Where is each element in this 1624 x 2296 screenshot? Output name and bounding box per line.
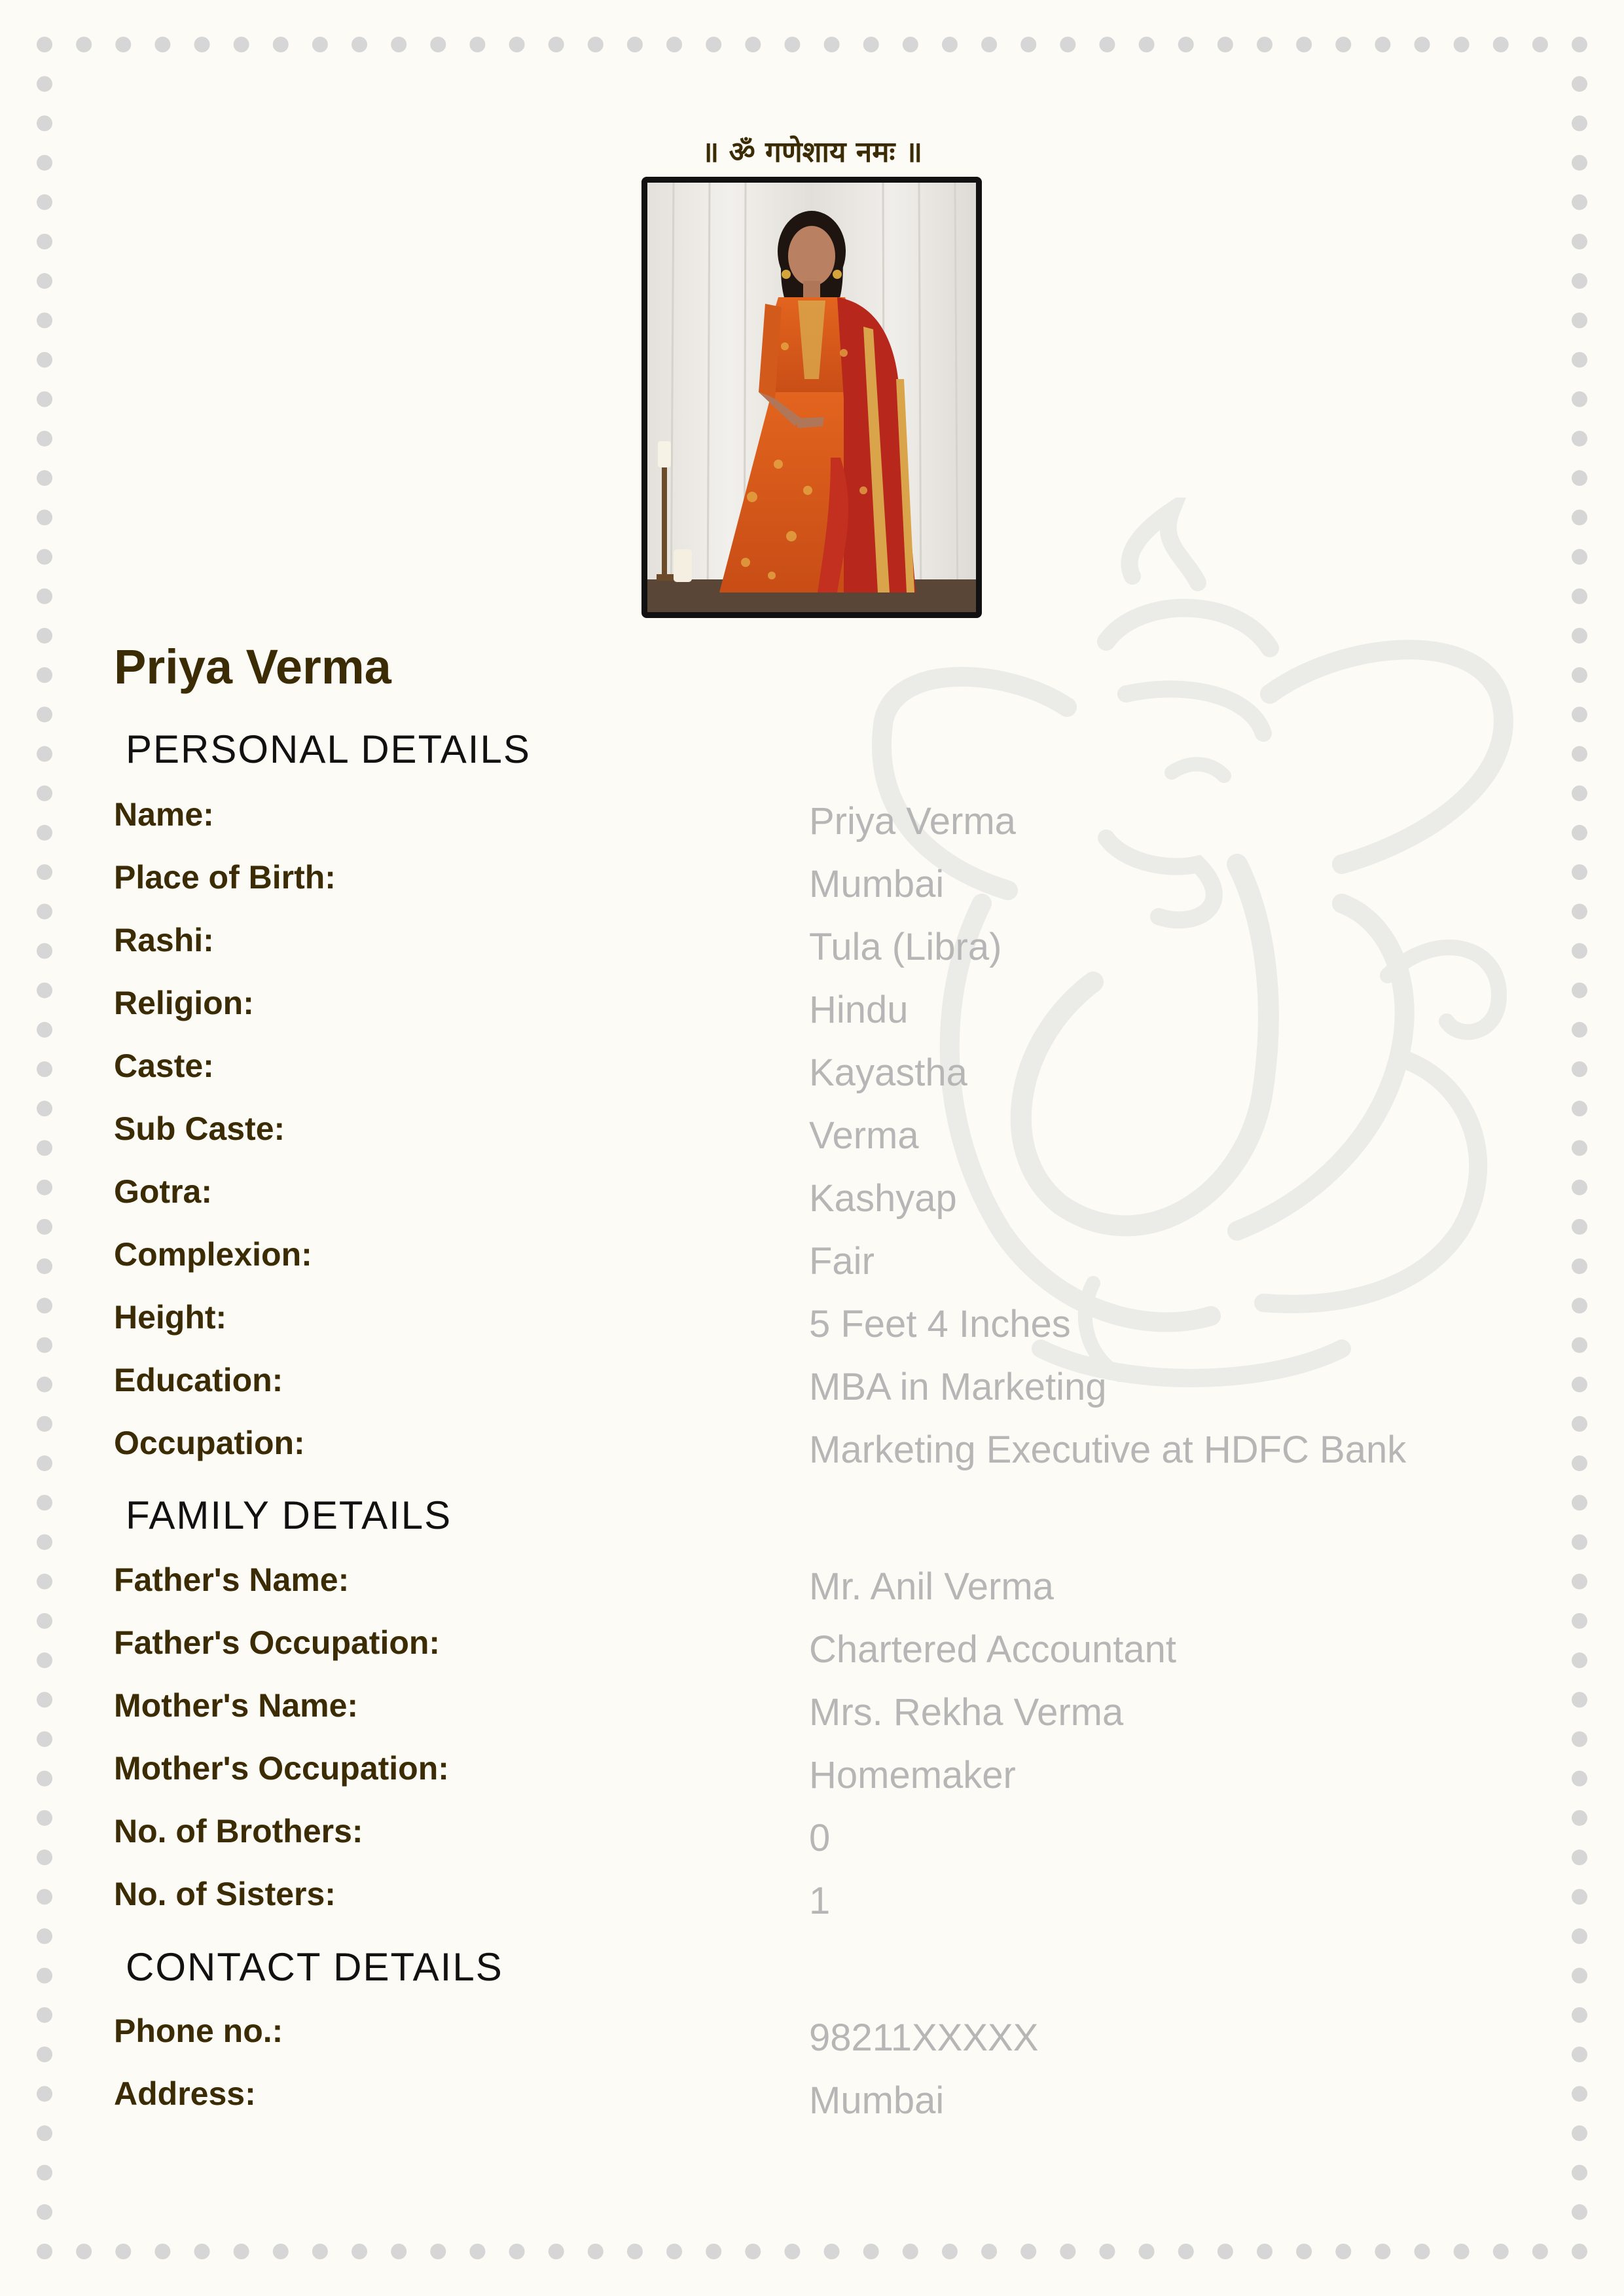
border-dot bbox=[273, 37, 289, 52]
border-dot bbox=[1572, 37, 1587, 52]
border-dot bbox=[430, 37, 446, 52]
border-dot bbox=[1572, 352, 1587, 368]
border-dot bbox=[37, 1889, 52, 1904]
detail-value: Mrs. Rekha Verma bbox=[809, 1691, 1124, 1734]
border-dot bbox=[1454, 2244, 1470, 2259]
border-dot bbox=[1572, 273, 1587, 289]
border-dot bbox=[1572, 1455, 1587, 1471]
border-dot bbox=[1572, 2086, 1587, 2102]
border-dot bbox=[1572, 1219, 1587, 1235]
border-dot bbox=[76, 2244, 92, 2259]
detail-value: 0 bbox=[809, 1817, 831, 1859]
border-dot bbox=[1218, 2244, 1233, 2259]
border-dot bbox=[784, 2244, 800, 2259]
border-dot bbox=[1572, 431, 1587, 446]
border-dot bbox=[469, 37, 485, 52]
detail-value: Chartered Accountant bbox=[809, 1628, 1177, 1671]
detail-row-height bbox=[114, 1298, 1489, 1351]
border-dot bbox=[1572, 825, 1587, 841]
border-dot bbox=[37, 864, 52, 880]
border-dot bbox=[37, 1810, 52, 1826]
detail-value: Mumbai bbox=[809, 2079, 945, 2122]
border-dot bbox=[37, 667, 52, 683]
border-dot bbox=[37, 1495, 52, 1510]
border-dot bbox=[1572, 1652, 1587, 1668]
border-dot bbox=[706, 37, 721, 52]
border-dot bbox=[37, 628, 52, 644]
border-dot bbox=[1257, 2244, 1272, 2259]
detail-value: Kashyap bbox=[809, 1177, 957, 1220]
detail-value: Fair bbox=[809, 1240, 875, 1283]
border-dot bbox=[37, 2165, 52, 2181]
detail-row-occupation bbox=[114, 1424, 1489, 1476]
border-dot bbox=[1572, 1771, 1587, 1787]
border-dot bbox=[509, 2244, 525, 2259]
border-dot bbox=[1572, 1022, 1587, 1038]
detail-row-education bbox=[114, 1361, 1489, 1413]
border-dot bbox=[1572, 1337, 1587, 1353]
border-dot bbox=[1532, 37, 1548, 52]
border-dot bbox=[37, 2204, 52, 2220]
border-dot bbox=[1572, 1534, 1587, 1550]
border-dot bbox=[37, 903, 52, 919]
detail-row-address bbox=[114, 2075, 1489, 2127]
border-dot bbox=[1099, 37, 1115, 52]
detail-value: 1 bbox=[809, 1880, 831, 1922]
border-dot bbox=[37, 2086, 52, 2102]
border-dot bbox=[824, 37, 840, 52]
contact-details-heading: CONTACT DETAILS bbox=[126, 1945, 503, 1989]
border-dot bbox=[37, 983, 52, 998]
border-dot bbox=[37, 352, 52, 368]
border-dot bbox=[1572, 2047, 1587, 2062]
border-dot bbox=[430, 2244, 446, 2259]
border-dot bbox=[1572, 115, 1587, 131]
border-dot bbox=[588, 37, 604, 52]
detail-label: Rashi: bbox=[114, 922, 214, 958]
border-dot bbox=[37, 2244, 52, 2259]
border-dot bbox=[1493, 37, 1509, 52]
detail-label: Mother's Name: bbox=[114, 1687, 359, 1724]
border-dot bbox=[627, 37, 643, 52]
detail-value: Homemaker bbox=[809, 1754, 1016, 1796]
border-dot bbox=[1572, 1495, 1587, 1510]
border-dot bbox=[1178, 37, 1194, 52]
border-dot bbox=[745, 2244, 761, 2259]
border-dot bbox=[1335, 37, 1351, 52]
border-dot bbox=[1572, 1731, 1587, 1747]
border-dot bbox=[1572, 2125, 1587, 2141]
detail-label: Address: bbox=[114, 2075, 256, 2112]
detail-value: Marketing Executive at HDFC Bank bbox=[809, 1429, 1407, 1471]
family-details-heading: FAMILY DETAILS bbox=[126, 1493, 452, 1537]
border-dot bbox=[549, 37, 564, 52]
personal-details-heading: PERSONAL DETAILS bbox=[126, 727, 531, 771]
border-dot bbox=[942, 2244, 958, 2259]
border-dot bbox=[1572, 903, 1587, 919]
border-dot bbox=[37, 1101, 52, 1116]
border-dot bbox=[1572, 786, 1587, 801]
detail-label: Sub Caste: bbox=[114, 1110, 285, 1147]
border-dot bbox=[37, 1652, 52, 1668]
border-dot bbox=[863, 37, 879, 52]
detail-label: No. of Brothers: bbox=[114, 1813, 363, 1850]
border-dot bbox=[1572, 234, 1587, 249]
border-dot bbox=[1572, 706, 1587, 722]
border-dot bbox=[706, 2244, 721, 2259]
detail-label: Complexion: bbox=[114, 1236, 312, 1273]
detail-row-gotra bbox=[114, 1173, 1489, 1225]
border-dot bbox=[1572, 1416, 1587, 1432]
border-dot bbox=[352, 2244, 367, 2259]
border-dot bbox=[154, 2244, 170, 2259]
border-dot bbox=[1572, 2244, 1587, 2259]
border-dot bbox=[1572, 1810, 1587, 1826]
detail-row-mothers-name bbox=[114, 1686, 1489, 1739]
detail-value: Mumbai bbox=[809, 863, 945, 905]
border-dot bbox=[1572, 1692, 1587, 1707]
border-dot bbox=[37, 1337, 52, 1353]
border-dot bbox=[391, 2244, 406, 2259]
border-dot bbox=[37, 1258, 52, 1274]
border-dot bbox=[37, 1455, 52, 1471]
border-dot bbox=[784, 37, 800, 52]
border-dot bbox=[37, 1534, 52, 1550]
detail-row-rashi bbox=[114, 921, 1489, 974]
border-dot bbox=[37, 194, 52, 210]
border-dot bbox=[37, 2047, 52, 2062]
border-dot bbox=[1454, 37, 1470, 52]
border-dot bbox=[1296, 37, 1312, 52]
border-dot bbox=[666, 37, 682, 52]
border-dot bbox=[37, 943, 52, 959]
border-dot bbox=[1296, 2244, 1312, 2259]
border-dot bbox=[1572, 76, 1587, 92]
border-dot bbox=[37, 549, 52, 565]
detail-row-name bbox=[114, 795, 1489, 848]
border-dot bbox=[37, 76, 52, 92]
border-dot bbox=[37, 431, 52, 446]
border-dot bbox=[1572, 1101, 1587, 1116]
border-dot bbox=[37, 825, 52, 841]
border-dot bbox=[1572, 1140, 1587, 1156]
border-dot bbox=[37, 1692, 52, 1707]
border-dot bbox=[37, 746, 52, 762]
border-dot bbox=[1572, 1850, 1587, 1865]
border-dot bbox=[37, 273, 52, 289]
border-dot bbox=[194, 37, 210, 52]
border-dot bbox=[1020, 37, 1036, 52]
border-dot bbox=[37, 2125, 52, 2141]
border-dot bbox=[1572, 2007, 1587, 2023]
border-dot bbox=[1572, 312, 1587, 328]
detail-label: Phone no.: bbox=[114, 2013, 283, 2049]
border-dot bbox=[37, 1968, 52, 1984]
border-dot bbox=[1572, 194, 1587, 210]
border-dot bbox=[1493, 2244, 1509, 2259]
border-dot bbox=[1139, 2244, 1155, 2259]
detail-row-fathers-name bbox=[114, 1561, 1489, 1613]
border-dot bbox=[824, 2244, 840, 2259]
border-dot bbox=[37, 1928, 52, 1944]
border-dot bbox=[1375, 2244, 1390, 2259]
border-dot bbox=[37, 589, 52, 604]
border-dot bbox=[37, 706, 52, 722]
border-dot bbox=[37, 1180, 52, 1195]
border-dot bbox=[1572, 667, 1587, 683]
border-dot bbox=[37, 392, 52, 407]
detail-value: Hindu bbox=[809, 989, 909, 1031]
border-dot bbox=[312, 2244, 328, 2259]
border-dot bbox=[115, 2244, 131, 2259]
border-dot bbox=[37, 786, 52, 801]
border-dot bbox=[37, 2007, 52, 2023]
detail-label: Father's Name: bbox=[114, 1561, 350, 1598]
detail-label: Religion: bbox=[114, 985, 254, 1021]
detail-label: Name: bbox=[114, 796, 214, 833]
border-dot bbox=[37, 1219, 52, 1235]
border-dot bbox=[1218, 37, 1233, 52]
border-dot bbox=[1572, 628, 1587, 644]
border-dot bbox=[37, 1613, 52, 1629]
border-dot bbox=[1572, 470, 1587, 486]
border-dot bbox=[1572, 1928, 1587, 1944]
border-dot bbox=[1572, 864, 1587, 880]
detail-row-mothers-occupation bbox=[114, 1749, 1489, 1802]
border-dot bbox=[469, 2244, 485, 2259]
border-dot bbox=[115, 37, 131, 52]
border-dot bbox=[627, 2244, 643, 2259]
detail-value: Verma bbox=[809, 1114, 919, 1157]
border-dot bbox=[37, 115, 52, 131]
border-dot bbox=[37, 1850, 52, 1865]
border-dot bbox=[37, 1731, 52, 1747]
border-dot bbox=[1532, 2244, 1548, 2259]
detail-row-sisters bbox=[114, 1875, 1489, 1927]
border-dot bbox=[1139, 37, 1155, 52]
border-dot bbox=[1572, 943, 1587, 959]
border-dot bbox=[1572, 509, 1587, 525]
border-dot bbox=[1060, 2244, 1075, 2259]
detail-label: Place of Birth: bbox=[114, 859, 336, 896]
detail-label: Height: bbox=[114, 1299, 227, 1336]
border-dot bbox=[312, 37, 328, 52]
border-dot bbox=[666, 2244, 682, 2259]
border-dot bbox=[391, 37, 406, 52]
border-dot bbox=[37, 312, 52, 328]
detail-row-brothers bbox=[114, 1812, 1489, 1865]
border-dot bbox=[37, 37, 52, 52]
border-dot bbox=[1414, 37, 1430, 52]
detail-row-religion bbox=[114, 984, 1489, 1036]
border-dot bbox=[1572, 392, 1587, 407]
border-dot bbox=[1572, 1377, 1587, 1393]
detail-row-sub-caste bbox=[114, 1110, 1489, 1162]
border-dot bbox=[37, 1022, 52, 1038]
border-dot bbox=[154, 37, 170, 52]
border-dot bbox=[942, 37, 958, 52]
detail-label: Occupation: bbox=[114, 1425, 305, 1461]
border-dot bbox=[863, 2244, 879, 2259]
border-dot bbox=[549, 2244, 564, 2259]
detail-row-complexion bbox=[114, 1235, 1489, 1288]
detail-value: Mr. Anil Verma bbox=[809, 1565, 1054, 1608]
border-dot bbox=[37, 509, 52, 525]
border-dot bbox=[1335, 2244, 1351, 2259]
profile-photo bbox=[641, 177, 982, 618]
border-dot bbox=[37, 470, 52, 486]
detail-label: No. of Sisters: bbox=[114, 1876, 336, 1912]
border-dot bbox=[1572, 1180, 1587, 1195]
border-dot bbox=[1572, 983, 1587, 998]
border-dot bbox=[37, 1377, 52, 1393]
border-dot bbox=[903, 2244, 918, 2259]
border-dot bbox=[1572, 746, 1587, 762]
detail-value: Priya Verma bbox=[809, 800, 1016, 843]
profile-name-title: Priya Verma bbox=[114, 640, 391, 694]
border-dot bbox=[234, 37, 249, 52]
border-dot bbox=[37, 1061, 52, 1077]
detail-label: Caste: bbox=[114, 1048, 214, 1084]
detail-label: Education: bbox=[114, 1362, 283, 1398]
border-dot bbox=[76, 37, 92, 52]
border-dot bbox=[1572, 549, 1587, 565]
border-dot bbox=[194, 2244, 210, 2259]
detail-row-caste bbox=[114, 1047, 1489, 1099]
detail-value: Kayastha bbox=[809, 1051, 967, 1094]
border-dot bbox=[352, 37, 367, 52]
detail-value: 98211XXXXX bbox=[809, 2016, 1039, 2059]
detail-label: Father's Occupation: bbox=[114, 1624, 441, 1661]
border-dot bbox=[273, 2244, 289, 2259]
border-dot bbox=[1060, 37, 1075, 52]
border-dot bbox=[1099, 2244, 1115, 2259]
border-dot bbox=[588, 2244, 604, 2259]
detail-label: Mother's Occupation: bbox=[114, 1750, 449, 1787]
border-dot bbox=[1572, 1968, 1587, 1984]
border-dot bbox=[1375, 37, 1390, 52]
border-dot bbox=[981, 2244, 997, 2259]
border-dot bbox=[37, 1574, 52, 1590]
border-dot bbox=[1572, 1061, 1587, 1077]
border-dot bbox=[37, 1416, 52, 1432]
border-dot bbox=[1572, 1574, 1587, 1590]
border-dot bbox=[37, 1140, 52, 1156]
border-dot bbox=[37, 234, 52, 249]
detail-row-fathers-occupation bbox=[114, 1624, 1489, 1676]
border-dot bbox=[1572, 2204, 1587, 2220]
border-dot bbox=[1414, 2244, 1430, 2259]
border-dot bbox=[37, 1298, 52, 1313]
border-dot bbox=[903, 37, 918, 52]
detail-row-phone bbox=[114, 2012, 1489, 2064]
border-dot bbox=[745, 37, 761, 52]
detail-value: MBA in Marketing bbox=[809, 1366, 1107, 1408]
border-dot bbox=[37, 1771, 52, 1787]
border-dot bbox=[1257, 37, 1272, 52]
detail-value: Tula (Libra) bbox=[809, 926, 1002, 968]
border-dot bbox=[1572, 1889, 1587, 1904]
border-dot bbox=[234, 2244, 249, 2259]
ganesh-invocation: ॥ ॐ गणेशाय नमः ॥ bbox=[701, 136, 923, 169]
detail-value: 5 Feet 4 Inches bbox=[809, 1303, 1071, 1345]
border-dot bbox=[1572, 1613, 1587, 1629]
detail-row-place-of-birth bbox=[114, 858, 1489, 911]
border-dot bbox=[1178, 2244, 1194, 2259]
border-dot bbox=[509, 37, 525, 52]
border-dot bbox=[1572, 589, 1587, 604]
border-dot bbox=[1572, 1258, 1587, 1274]
detail-label: Gotra: bbox=[114, 1173, 212, 1210]
border-dot bbox=[981, 37, 997, 52]
border-dot bbox=[1572, 1298, 1587, 1313]
border-dot bbox=[1572, 2165, 1587, 2181]
border-dot bbox=[1020, 2244, 1036, 2259]
